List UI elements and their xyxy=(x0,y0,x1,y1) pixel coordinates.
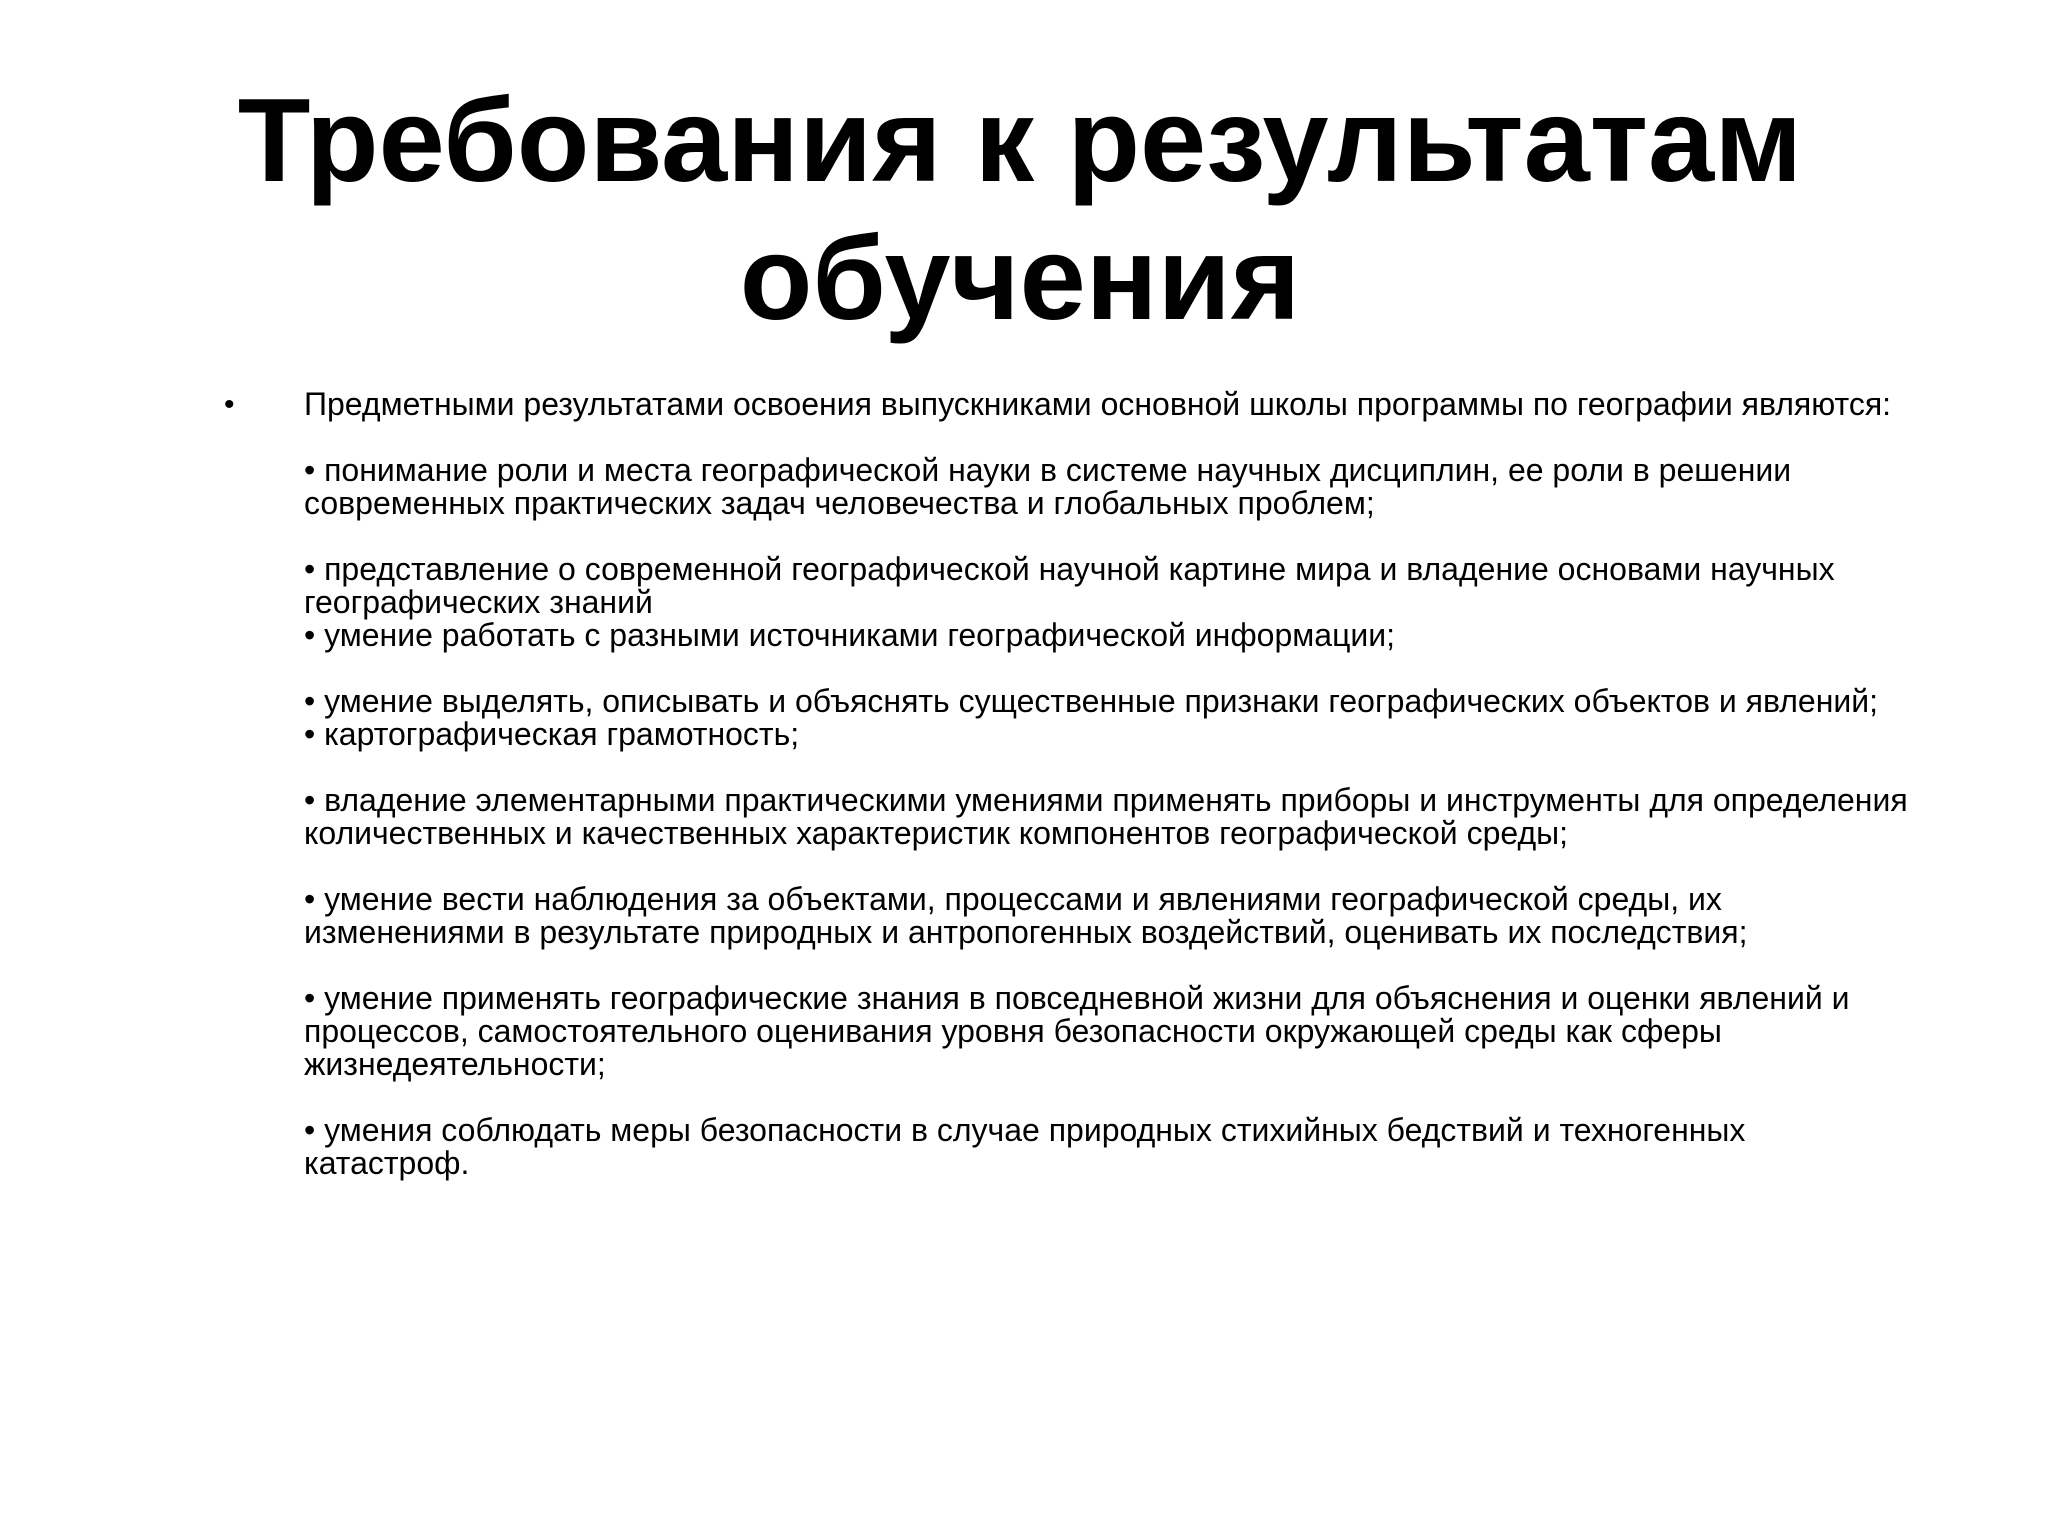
list-item-line: процессов, самостоятельного оценивания уровня безопасности окружающей среды как сферы xyxy=(304,1013,1722,1049)
list-item-line: • картографическая грамотность; xyxy=(304,716,800,752)
bullet-icon: • xyxy=(224,388,235,421)
list-item-line: • представление о современной географической научной картине мира и владение основами научных xyxy=(304,551,1835,587)
list-item-line: • владение элементарными практическими умениями применять приборы и инструменты для определения xyxy=(304,782,1908,818)
list-item-line: жизнедеятельности; xyxy=(304,1046,606,1082)
slide-title xyxy=(150,72,1890,348)
list-item-line: • умение выделять, описывать и объяснять существенные признаки географических объектов и явлений; xyxy=(304,683,1879,719)
list-item-line: географических знаний xyxy=(304,584,653,620)
title-line-1: Требования к результатам xyxy=(237,74,1803,207)
list-item-line: современных практических задач человечества и глобальных проблем; xyxy=(304,485,1375,521)
intro-text: Предметными результатами освоения выпускниками основной школы программы по географии являются: xyxy=(304,386,1892,422)
list-item-line: • умение работать с разными источниками географической информации; xyxy=(304,617,1396,653)
title-line-2: обучения xyxy=(739,212,1301,345)
list-item-line: • умения соблюдать меры безопасности в случае природных стихийных бедствий и техногенных xyxy=(304,1112,1746,1148)
list-item-line: • понимание роли и места географической науки в системе научных дисциплин, ее роли в решении xyxy=(304,452,1792,488)
list-item-line: • умение вести наблюдения за объектами, процессами и явлениями географической среды, их xyxy=(304,881,1722,917)
list-item-line: катастроф. xyxy=(304,1145,470,1181)
list-item-line: • умение применять географические знания в повседневной жизни для объяснения и оценки явлений и xyxy=(304,980,1850,1016)
list-item-line: изменениями в результате природных и антропогенных воздействий, оценивать их последствия; xyxy=(304,914,1748,950)
list-item-line: количественных и качественных характеристик компонентов географической среды; xyxy=(304,815,1569,851)
bullet-text xyxy=(304,388,2024,1180)
